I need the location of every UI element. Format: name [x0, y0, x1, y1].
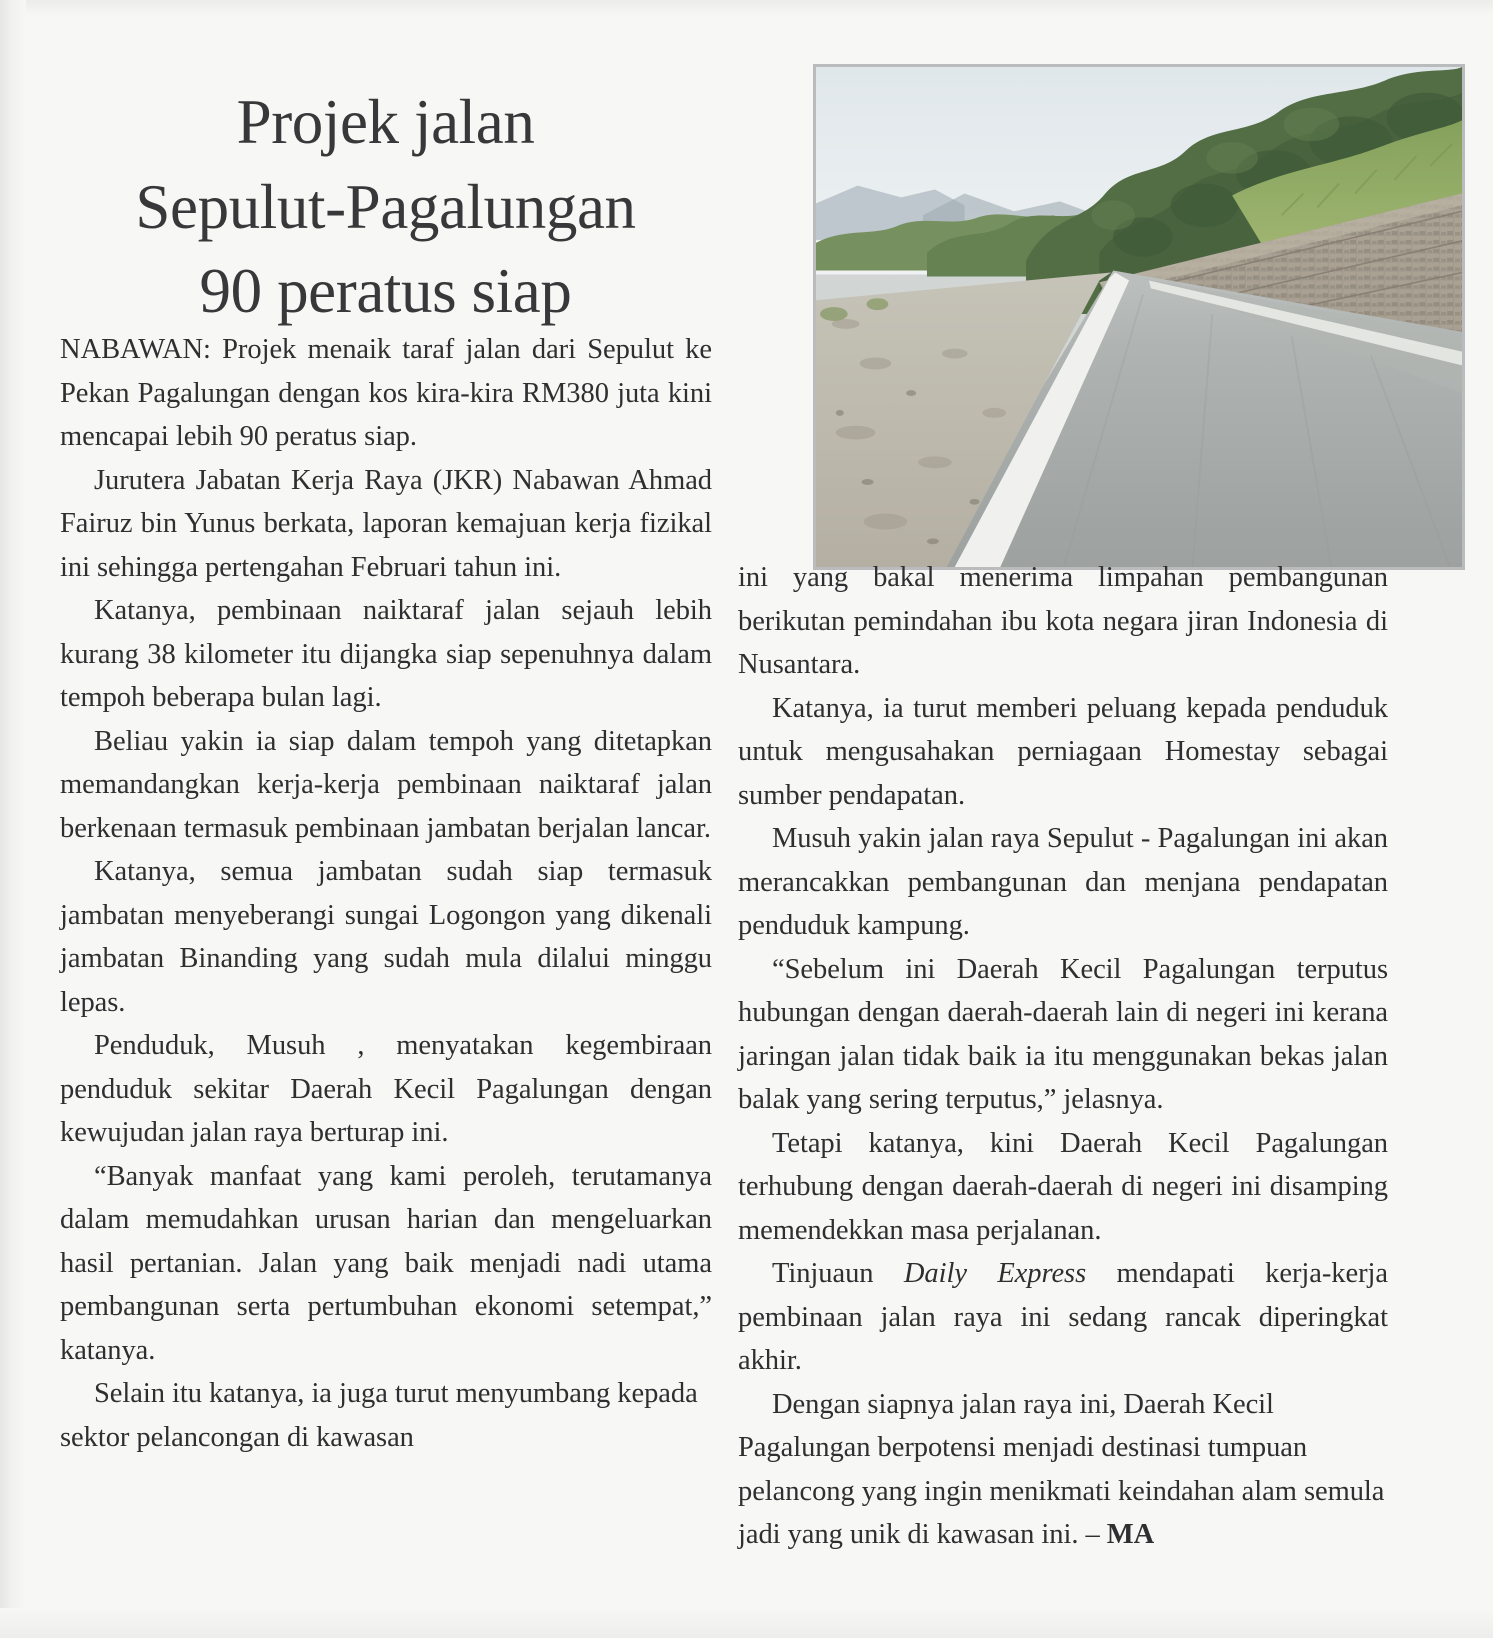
- road-photo-illustration: [816, 67, 1462, 567]
- paragraph: “Banyak manfaat yang kami peroleh, terutamanya dalam memudahkan urusan harian dan mengeluarkan hasil pertanian. Jalan yang baik menjadi nadi utama pembangunan serta pertumbuhan ekonomi setempat,” katanya.: [60, 1160, 712, 1366]
- final-paragraph-text: Dengan siapnya jalan raya ini, Daerah Kecil Pagalungan berpotensi menjadi destinasi tumpuan pelancong yang ingin menikmati keindahan alam semula jadi yang unik di kawasan ini. –: [738, 1388, 1385, 1550]
- paragraph: Katanya, ia turut memberi peluang kepada penduduk untuk mengusahakan perniagaan Homestay sebagai sumber pendapatan.: [738, 692, 1388, 811]
- paragraph: Katanya, semua jambatan sudah siap termasuk jambatan menyeberangi sungai Logongon yang dikenali jambatan Binanding yang sudah mula dilalui minggu lepas.: [60, 856, 712, 1018]
- paragraph: NABAWAN: Projek menaik taraf jalan dari Sepulut ke Pekan Pagalungan dengan kos kira-kira RM380 juta kini mencapai lebih 90 peratus siap.: [60, 334, 712, 452]
- headline-line-2: Sepulut-Pagalungan: [135, 171, 636, 242]
- paragraph: Tetapi katanya, kini Daerah Kecil Pagalungan terhubung dengan daerah-daerah di negeri ini disamping memendekkan masa perjalanan.: [738, 1127, 1388, 1246]
- text-before-publication: Tinjuaun: [772, 1258, 904, 1289]
- scan-edge-top: [0, 0, 1493, 16]
- scan-edge-bottom: [0, 1608, 1493, 1638]
- body-column-right: [738, 556, 1388, 1557]
- article-headline: [58, 80, 713, 333]
- headline-line-1: Projek jalan: [236, 87, 535, 158]
- paragraph: Selain itu katanya, ia juga turut menyumbang kepada sektor pelancongan di kawasan: [60, 1378, 698, 1453]
- paragraph: Beliau yakin ia siap dalam tempoh yang ditetapkan memandangkan kerja-kerja pembinaan naiktaraf jalan berkenaan termasuk pembinaan jambatan berjalan lancar.: [60, 725, 712, 844]
- paragraph: “Sebelum ini Daerah Kecil Pagalungan terputus hubungan dengan daerah-daerah lain di negeri ini kerana jaringan jalan tidak baik ia itu menggunakan bekas jalan balak yang sering terputus,” jelasnya.: [738, 953, 1388, 1115]
- paragraph: Jurutera Jabatan Kerja Raya (JKR) Nabawan Ahmad Fairuz bin Yunus berkata, laporan kemajuan kerja fizikal ini sehingga pertengahan Februari tahun ini.: [60, 464, 712, 583]
- body-column-left: [60, 328, 712, 1459]
- paragraph-daily-express: [738, 1252, 1388, 1383]
- paragraph: Penduduk, Musuh , menyatakan kegembiraan penduduk sekitar Daerah Kecil Pagalungan dengan kewujudan jalan raya berturap ini.: [60, 1030, 712, 1148]
- paragraph: Katanya, pembinaan naiktaraf jalan sejauh lebih kurang 38 kilometer itu dijangka siap sepenuhnya dalam tempoh beberapa bulan lagi.: [60, 595, 712, 713]
- text-after-publication: mendapati kerja-kerja pembinaan jalan raya ini sedang rancak diperingkat akhir.: [738, 1258, 1388, 1376]
- article-photo: [813, 64, 1465, 570]
- scan-edge-left: [0, 0, 26, 1638]
- paragraph-continuation: ini yang bakal menerima limpahan pembangunan berikutan pemindahan ibu kota negara jiran Indonesia di Nusantara.: [738, 562, 1388, 680]
- paragraph-final: [738, 1383, 1388, 1557]
- publication-name: Daily Express: [903, 1258, 1087, 1289]
- paragraph: Musuh yakin jalan raya Sepulut - Pagalungan ini akan merancakkan pembangunan dan menjana pendapatan penduduk kampung.: [738, 823, 1388, 941]
- byline-initials: MA: [1106, 1519, 1155, 1550]
- headline-line-3: 90 peratus siap: [199, 256, 572, 327]
